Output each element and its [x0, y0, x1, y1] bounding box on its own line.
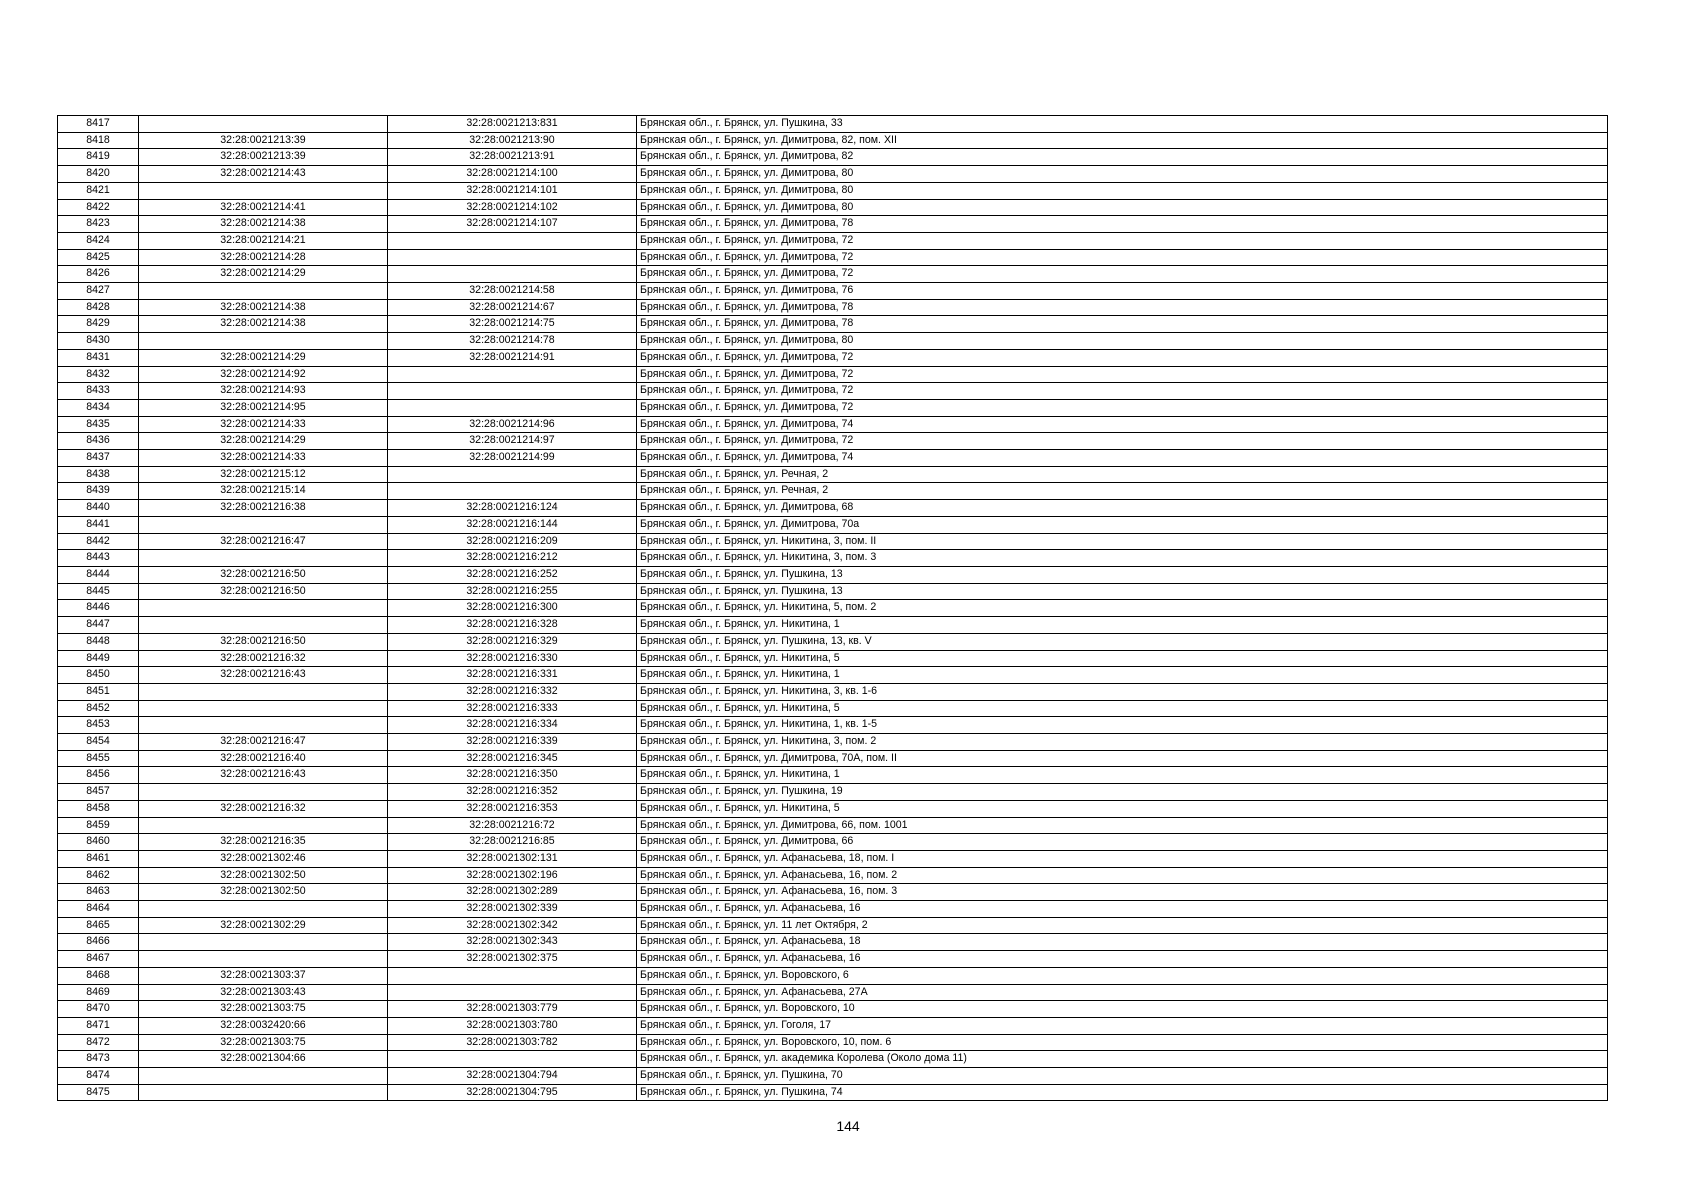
previous-cadastral-number-cell: 32:28:0021216:43 [139, 667, 388, 684]
cadastral-number-cell [388, 967, 637, 984]
previous-cadastral-number-cell: 32:28:0021302:46 [139, 850, 388, 867]
cadastral-number-cell: 32:28:0021213:91 [388, 149, 637, 166]
row-number-cell: 8454 [58, 734, 139, 751]
row-number-cell: 8474 [58, 1068, 139, 1085]
cadastral-number-cell: 32:28:0021216:255 [388, 583, 637, 600]
previous-cadastral-number-cell: 32:28:0021216:38 [139, 500, 388, 517]
address-cell: Брянская обл., г. Брянск, ул. Никитина, 3, пом. II [637, 533, 1608, 550]
table-row [58, 1034, 1608, 1051]
address-cell: Брянская обл., г. Брянск, ул. Димитрова, 76 [637, 283, 1608, 300]
table-row [58, 767, 1608, 784]
cadastral-number-cell: 32:28:0021304:795 [388, 1084, 637, 1101]
cadastral-number-cell [388, 984, 637, 1001]
row-number-cell: 8418 [58, 132, 139, 149]
row-number-cell: 8427 [58, 283, 139, 300]
address-cell: Брянская обл., г. Брянск, ул. Воровского, 10 [637, 1001, 1608, 1018]
address-cell: Брянская обл., г. Брянск, ул. Афанасьева, 27А [637, 984, 1608, 1001]
page-number: 144 [836, 1118, 860, 1134]
table-row [58, 734, 1608, 751]
row-number-cell: 8470 [58, 1001, 139, 1018]
cadastral-number-cell [388, 266, 637, 283]
previous-cadastral-number-cell [139, 550, 388, 567]
previous-cadastral-number-cell: 32:28:0021214:33 [139, 450, 388, 467]
cadastral-number-cell: 32:28:0021216:124 [388, 500, 637, 517]
previous-cadastral-number-cell [139, 516, 388, 533]
address-cell: Брянская обл., г. Брянск, ул. Пушкина, 19 [637, 784, 1608, 801]
address-cell: Брянская обл., г. Брянск, ул. Димитрова, 72 [637, 232, 1608, 249]
address-cell: Брянская обл., г. Брянск, ул. Афанасьева, 16, пом. 2 [637, 867, 1608, 884]
address-cell: Брянская обл., г. Брянск, ул. Димитрова, 80 [637, 333, 1608, 350]
previous-cadastral-number-cell: 32:28:0021216:50 [139, 583, 388, 600]
previous-cadastral-number-cell: 32:28:0021302:29 [139, 917, 388, 934]
address-cell: Брянская обл., г. Брянск, ул. 11 лет Октября, 2 [637, 917, 1608, 934]
address-cell: Брянская обл., г. Брянск, ул. Гоголя, 17 [637, 1017, 1608, 1034]
table-row [58, 817, 1608, 834]
cadastral-number-cell: 32:28:0021214:96 [388, 416, 637, 433]
previous-cadastral-number-cell: 32:28:0021214:38 [139, 316, 388, 333]
table-row [58, 166, 1608, 183]
cadastral-number-cell [388, 1051, 637, 1068]
row-number-cell: 8435 [58, 416, 139, 433]
row-number-cell: 8462 [58, 867, 139, 884]
previous-cadastral-number-cell: 32:28:0021214:95 [139, 399, 388, 416]
previous-cadastral-number-cell: 32:28:0021216:50 [139, 633, 388, 650]
previous-cadastral-number-cell [139, 784, 388, 801]
address-cell: Брянская обл., г. Брянск, ул. Речная, 2 [637, 483, 1608, 500]
address-cell: Брянская обл., г. Брянск, ул. Никитина, 1 [637, 667, 1608, 684]
address-cell: Брянская обл., г. Брянск, ул. Димитрова, 80 [637, 182, 1608, 199]
row-number-cell: 8449 [58, 650, 139, 667]
table-row [58, 1017, 1608, 1034]
row-number-cell: 8473 [58, 1051, 139, 1068]
cadastral-table-container [57, 115, 1607, 1101]
previous-cadastral-number-cell: 32:28:0021214:29 [139, 349, 388, 366]
previous-cadastral-number-cell [139, 600, 388, 617]
address-cell: Брянская обл., г. Брянск, ул. Никитина, 5 [637, 650, 1608, 667]
table-row [58, 466, 1608, 483]
cadastral-number-cell: 32:28:0021302:375 [388, 951, 637, 968]
table-row [58, 383, 1608, 400]
previous-cadastral-number-cell: 32:28:0021214:21 [139, 232, 388, 249]
row-number-cell: 8429 [58, 316, 139, 333]
table-row [58, 566, 1608, 583]
cadastral-number-cell: 32:28:0021213:90 [388, 132, 637, 149]
address-cell: Брянская обл., г. Брянск, ул. Димитрова, 78 [637, 299, 1608, 316]
table-row [58, 1051, 1608, 1068]
previous-cadastral-number-cell: 32:28:0021213:39 [139, 132, 388, 149]
previous-cadastral-number-cell [139, 333, 388, 350]
table-row [58, 1084, 1608, 1101]
cadastral-number-cell: 32:28:0021216:252 [388, 566, 637, 583]
row-number-cell: 8447 [58, 617, 139, 634]
row-number-cell: 8463 [58, 884, 139, 901]
previous-cadastral-number-cell: 32:28:0021215:12 [139, 466, 388, 483]
table-row [58, 984, 1608, 1001]
row-number-cell: 8466 [58, 934, 139, 951]
row-number-cell: 8422 [58, 199, 139, 216]
table-row [58, 232, 1608, 249]
table-row [58, 533, 1608, 550]
cadastral-number-cell: 32:28:0021302:196 [388, 867, 637, 884]
cadastral-number-cell: 32:28:0021303:779 [388, 1001, 637, 1018]
previous-cadastral-number-cell: 32:28:0021216:40 [139, 750, 388, 767]
cadastral-number-cell: 32:28:0021302:342 [388, 917, 637, 934]
table-row [58, 717, 1608, 734]
table-row [58, 667, 1608, 684]
previous-cadastral-number-cell: 32:28:0021216:47 [139, 734, 388, 751]
address-cell: Брянская обл., г. Брянск, ул. Димитрова, 66, пом. 1001 [637, 817, 1608, 834]
table-row [58, 600, 1608, 617]
previous-cadastral-number-cell [139, 951, 388, 968]
cadastral-number-cell: 32:28:0021214:102 [388, 199, 637, 216]
row-number-cell: 8433 [58, 383, 139, 400]
address-cell: Брянская обл., г. Брянск, ул. Никитина, 5 [637, 800, 1608, 817]
address-cell: Брянская обл., г. Брянск, ул. Никитина, 1, кв. 1-5 [637, 717, 1608, 734]
table-row [58, 433, 1608, 450]
previous-cadastral-number-cell: 32:28:0021214:38 [139, 216, 388, 233]
address-cell: Брянская обл., г. Брянск, ул. Афанасьева, 16 [637, 951, 1608, 968]
address-cell: Брянская обл., г. Брянск, ул. Димитрова, 80 [637, 166, 1608, 183]
row-number-cell: 8460 [58, 834, 139, 851]
cadastral-number-cell: 32:28:0021214:99 [388, 450, 637, 467]
row-number-cell: 8430 [58, 333, 139, 350]
table-row [58, 784, 1608, 801]
previous-cadastral-number-cell: 32:28:0021214:92 [139, 366, 388, 383]
table-row [58, 500, 1608, 517]
cadastral-number-cell: 32:28:0021213:831 [388, 116, 637, 133]
row-number-cell: 8434 [58, 399, 139, 416]
cadastral-number-cell: 32:28:0021302:289 [388, 884, 637, 901]
address-cell: Брянская обл., г. Брянск, ул. Афанасьева, 16, пом. 3 [637, 884, 1608, 901]
previous-cadastral-number-cell: 32:28:0021214:29 [139, 433, 388, 450]
table-row [58, 366, 1608, 383]
table-row [58, 901, 1608, 918]
table-row [58, 249, 1608, 266]
cadastral-table [57, 115, 1608, 1101]
cadastral-number-cell [388, 383, 637, 400]
address-cell: Брянская обл., г. Брянск, ул. Димитрова, 72 [637, 249, 1608, 266]
row-number-cell: 8417 [58, 116, 139, 133]
cadastral-number-cell: 32:28:0021216:353 [388, 800, 637, 817]
cadastral-number-cell [388, 249, 637, 266]
cadastral-number-cell: 32:28:0021214:75 [388, 316, 637, 333]
cadastral-number-cell [388, 232, 637, 249]
address-cell: Брянская обл., г. Брянск, ул. Речная, 2 [637, 466, 1608, 483]
table-row [58, 583, 1608, 600]
previous-cadastral-number-cell: 32:28:0021216:47 [139, 533, 388, 550]
row-number-cell: 8438 [58, 466, 139, 483]
table-row [58, 399, 1608, 416]
address-cell: Брянская обл., г. Брянск, ул. Пушкина, 74 [637, 1084, 1608, 1101]
previous-cadastral-number-cell: 32:28:0021214:28 [139, 249, 388, 266]
previous-cadastral-number-cell [139, 283, 388, 300]
previous-cadastral-number-cell: 32:28:0021214:38 [139, 299, 388, 316]
previous-cadastral-number-cell: 32:28:0021216:35 [139, 834, 388, 851]
address-cell: Брянская обл., г. Брянск, ул. Димитрова, 74 [637, 416, 1608, 433]
table-row [58, 116, 1608, 133]
address-cell: Брянская обл., г. Брянск, ул. Пушкина, 70 [637, 1068, 1608, 1085]
row-number-cell: 8469 [58, 984, 139, 1001]
cadastral-number-cell: 32:28:0021214:78 [388, 333, 637, 350]
cadastral-number-cell: 32:28:0021216:330 [388, 650, 637, 667]
address-cell: Брянская обл., г. Брянск, ул. Пушкина, 13, кв. V [637, 633, 1608, 650]
previous-cadastral-number-cell [139, 116, 388, 133]
row-number-cell: 8439 [58, 483, 139, 500]
previous-cadastral-number-cell [139, 901, 388, 918]
cadastral-number-cell: 32:28:0021302:131 [388, 850, 637, 867]
address-cell: Брянская обл., г. Брянск, ул. Димитрова, 82 [637, 149, 1608, 166]
row-number-cell: 8456 [58, 767, 139, 784]
cadastral-number-cell [388, 466, 637, 483]
previous-cadastral-number-cell: 32:28:0021216:43 [139, 767, 388, 784]
previous-cadastral-number-cell [139, 817, 388, 834]
cadastral-number-cell: 32:28:0021214:97 [388, 433, 637, 450]
previous-cadastral-number-cell: 32:28:0021216:32 [139, 650, 388, 667]
address-cell: Брянская обл., г. Брянск, ул. Никитина, 5 [637, 700, 1608, 717]
address-cell: Брянская обл., г. Брянск, ул. Димитрова, 72 [637, 383, 1608, 400]
row-number-cell: 8468 [58, 967, 139, 984]
table-row [58, 633, 1608, 650]
row-number-cell: 8419 [58, 149, 139, 166]
address-cell: Брянская обл., г. Брянск, ул. Димитрова, 72 [637, 366, 1608, 383]
cadastral-number-cell: 32:28:0021216:212 [388, 550, 637, 567]
cadastral-number-cell [388, 366, 637, 383]
table-row [58, 283, 1608, 300]
row-number-cell: 8431 [58, 349, 139, 366]
row-number-cell: 8421 [58, 182, 139, 199]
address-cell: Брянская обл., г. Брянск, ул. Димитрова, 80 [637, 199, 1608, 216]
table-row [58, 216, 1608, 233]
previous-cadastral-number-cell: 32:28:0021214:41 [139, 199, 388, 216]
row-number-cell: 8471 [58, 1017, 139, 1034]
table-row [58, 516, 1608, 533]
previous-cadastral-number-cell [139, 700, 388, 717]
row-number-cell: 8465 [58, 917, 139, 934]
address-cell: Брянская обл., г. Брянск, ул. Димитрова, 72 [637, 433, 1608, 450]
row-number-cell: 8446 [58, 600, 139, 617]
address-cell: Брянская обл., г. Брянск, ул. Никитина, 1 [637, 767, 1608, 784]
row-number-cell: 8424 [58, 232, 139, 249]
cadastral-number-cell: 32:28:0021216:85 [388, 834, 637, 851]
previous-cadastral-number-cell: 32:28:0021213:39 [139, 149, 388, 166]
row-number-cell: 8432 [58, 366, 139, 383]
previous-cadastral-number-cell [139, 717, 388, 734]
previous-cadastral-number-cell: 32:28:0021216:50 [139, 566, 388, 583]
row-number-cell: 8455 [58, 750, 139, 767]
address-cell: Брянская обл., г. Брянск, ул. Никитина, 3, кв. 1-6 [637, 683, 1608, 700]
previous-cadastral-number-cell: 32:28:0021214:29 [139, 266, 388, 283]
address-cell: Брянская обл., г. Брянск, ул. Афанасьева, 16 [637, 901, 1608, 918]
table-row [58, 333, 1608, 350]
previous-cadastral-number-cell: 32:28:0032420:66 [139, 1017, 388, 1034]
cadastral-number-cell: 32:28:0021216:72 [388, 817, 637, 834]
previous-cadastral-number-cell: 32:28:0021302:50 [139, 867, 388, 884]
row-number-cell: 8458 [58, 800, 139, 817]
cadastral-number-cell: 32:28:0021302:339 [388, 901, 637, 918]
row-number-cell: 8442 [58, 533, 139, 550]
cadastral-number-cell: 32:28:0021214:101 [388, 182, 637, 199]
address-cell: Брянская обл., г. Брянск, ул. Димитрова, 74 [637, 450, 1608, 467]
table-row [58, 266, 1608, 283]
previous-cadastral-number-cell: 32:28:0021215:14 [139, 483, 388, 500]
cadastral-number-cell: 32:28:0021216:144 [388, 516, 637, 533]
previous-cadastral-number-cell: 32:28:0021214:33 [139, 416, 388, 433]
table-row [58, 450, 1608, 467]
address-cell: Брянская обл., г. Брянск, ул. Никитина, 3, пом. 3 [637, 550, 1608, 567]
previous-cadastral-number-cell: 32:28:0021303:37 [139, 967, 388, 984]
row-number-cell: 8425 [58, 249, 139, 266]
row-number-cell: 8452 [58, 700, 139, 717]
row-number-cell: 8428 [58, 299, 139, 316]
table-body [58, 116, 1608, 1101]
cadastral-number-cell: 32:28:0021214:67 [388, 299, 637, 316]
cadastral-number-cell: 32:28:0021216:352 [388, 784, 637, 801]
cadastral-number-cell: 32:28:0021216:332 [388, 683, 637, 700]
row-number-cell: 8450 [58, 667, 139, 684]
row-number-cell: 8440 [58, 500, 139, 517]
previous-cadastral-number-cell: 32:28:0021214:93 [139, 383, 388, 400]
row-number-cell: 8475 [58, 1084, 139, 1101]
row-number-cell: 8436 [58, 433, 139, 450]
previous-cadastral-number-cell [139, 182, 388, 199]
row-number-cell: 8448 [58, 633, 139, 650]
cadastral-number-cell: 32:28:0021214:107 [388, 216, 637, 233]
cadastral-number-cell: 32:28:0021216:334 [388, 717, 637, 734]
previous-cadastral-number-cell [139, 683, 388, 700]
row-number-cell: 8457 [58, 784, 139, 801]
address-cell: Брянская обл., г. Брянск, ул. Димитрова, 82, пом. XII [637, 132, 1608, 149]
address-cell: Брянская обл., г. Брянск, ул. Никитина, 5, пом. 2 [637, 600, 1608, 617]
table-row [58, 416, 1608, 433]
address-cell: Брянская обл., г. Брянск, ул. Димитрова, 78 [637, 216, 1608, 233]
previous-cadastral-number-cell: 32:28:0021303:75 [139, 1001, 388, 1018]
address-cell: Брянская обл., г. Брянск, ул. Пушкина, 13 [637, 566, 1608, 583]
address-cell: Брянская обл., г. Брянск, ул. Димитрова, 72 [637, 349, 1608, 366]
cadastral-number-cell: 32:28:0021216:209 [388, 533, 637, 550]
table-row [58, 750, 1608, 767]
cadastral-number-cell: 32:28:0021216:329 [388, 633, 637, 650]
row-number-cell: 8459 [58, 817, 139, 834]
previous-cadastral-number-cell: 32:28:0021214:43 [139, 166, 388, 183]
row-number-cell: 8467 [58, 951, 139, 968]
previous-cadastral-number-cell: 32:28:0021304:66 [139, 1051, 388, 1068]
table-row [58, 1001, 1608, 1018]
cadastral-number-cell: 32:28:0021216:328 [388, 617, 637, 634]
row-number-cell: 8443 [58, 550, 139, 567]
table-row [58, 299, 1608, 316]
address-cell: Брянская обл., г. Брянск, ул. Пушкина, 33 [637, 116, 1608, 133]
previous-cadastral-number-cell [139, 934, 388, 951]
table-row [58, 617, 1608, 634]
cadastral-number-cell: 32:28:0021214:91 [388, 349, 637, 366]
address-cell: Брянская обл., г. Брянск, ул. Димитрова, 72 [637, 399, 1608, 416]
cadastral-number-cell: 32:28:0021216:350 [388, 767, 637, 784]
address-cell: Брянская обл., г. Брянск, ул. Никитина, 3, пом. 2 [637, 734, 1608, 751]
row-number-cell: 8426 [58, 266, 139, 283]
cadastral-number-cell: 32:28:0021303:782 [388, 1034, 637, 1051]
table-row [58, 149, 1608, 166]
cadastral-number-cell: 32:28:0021216:345 [388, 750, 637, 767]
table-row [58, 650, 1608, 667]
row-number-cell: 8461 [58, 850, 139, 867]
address-cell: Брянская обл., г. Брянск, ул. Пушкина, 13 [637, 583, 1608, 600]
previous-cadastral-number-cell [139, 1084, 388, 1101]
table-row [58, 1068, 1608, 1085]
table-row [58, 951, 1608, 968]
address-cell: Брянская обл., г. Брянск, ул. Воровского, 10, пом. 6 [637, 1034, 1608, 1051]
table-row [58, 834, 1608, 851]
cadastral-number-cell: 32:28:0021216:339 [388, 734, 637, 751]
table-row [58, 132, 1608, 149]
previous-cadastral-number-cell [139, 1068, 388, 1085]
row-number-cell: 8453 [58, 717, 139, 734]
cadastral-number-cell [388, 399, 637, 416]
address-cell: Брянская обл., г. Брянск, ул. Афанасьева, 18, пом. I [637, 850, 1608, 867]
row-number-cell: 8423 [58, 216, 139, 233]
table-row [58, 349, 1608, 366]
address-cell: Брянская обл., г. Брянск, ул. Никитина, 1 [637, 617, 1608, 634]
previous-cadastral-number-cell [139, 617, 388, 634]
cadastral-number-cell: 32:28:0021216:333 [388, 700, 637, 717]
cadastral-number-cell: 32:28:0021304:794 [388, 1068, 637, 1085]
table-row [58, 917, 1608, 934]
table-row [58, 967, 1608, 984]
cadastral-number-cell: 32:28:0021214:100 [388, 166, 637, 183]
row-number-cell: 8451 [58, 683, 139, 700]
cadastral-number-cell: 32:28:0021303:780 [388, 1017, 637, 1034]
cadastral-number-cell: 32:28:0021216:331 [388, 667, 637, 684]
cadastral-number-cell: 32:28:0021216:300 [388, 600, 637, 617]
table-row [58, 800, 1608, 817]
previous-cadastral-number-cell: 32:28:0021303:43 [139, 984, 388, 1001]
cadastral-number-cell: 32:28:0021214:58 [388, 283, 637, 300]
row-number-cell: 8472 [58, 1034, 139, 1051]
table-row [58, 683, 1608, 700]
previous-cadastral-number-cell: 32:28:0021302:50 [139, 884, 388, 901]
address-cell: Брянская обл., г. Брянск, ул. Димитрова, 70а [637, 516, 1608, 533]
row-number-cell: 8444 [58, 566, 139, 583]
cadastral-number-cell: 32:28:0021302:343 [388, 934, 637, 951]
address-cell: Брянская обл., г. Брянск, ул. Воровского, 6 [637, 967, 1608, 984]
address-cell: Брянская обл., г. Брянск, ул. Димитрова, 72 [637, 266, 1608, 283]
address-cell: Брянская обл., г. Брянск, ул. академика Королева (Около дома 11) [637, 1051, 1608, 1068]
address-cell: Брянская обл., г. Брянск, ул. Димитрова, 66 [637, 834, 1608, 851]
address-cell: Брянская обл., г. Брянск, ул. Димитрова, 70А, пом. II [637, 750, 1608, 767]
table-row [58, 316, 1608, 333]
table-row [58, 934, 1608, 951]
table-row [58, 850, 1608, 867]
address-cell: Брянская обл., г. Брянск, ул. Димитрова, 68 [637, 500, 1608, 517]
table-row [58, 199, 1608, 216]
cadastral-number-cell [388, 483, 637, 500]
table-row [58, 884, 1608, 901]
address-cell: Брянская обл., г. Брянск, ул. Афанасьева, 18 [637, 934, 1608, 951]
row-number-cell: 8441 [58, 516, 139, 533]
row-number-cell: 8420 [58, 166, 139, 183]
address-cell: Брянская обл., г. Брянск, ул. Димитрова, 78 [637, 316, 1608, 333]
table-row [58, 182, 1608, 199]
row-number-cell: 8437 [58, 450, 139, 467]
previous-cadastral-number-cell: 32:28:0021216:32 [139, 800, 388, 817]
table-row [58, 550, 1608, 567]
table-row [58, 700, 1608, 717]
table-row [58, 867, 1608, 884]
row-number-cell: 8445 [58, 583, 139, 600]
row-number-cell: 8464 [58, 901, 139, 918]
table-row [58, 483, 1608, 500]
previous-cadastral-number-cell: 32:28:0021303:75 [139, 1034, 388, 1051]
